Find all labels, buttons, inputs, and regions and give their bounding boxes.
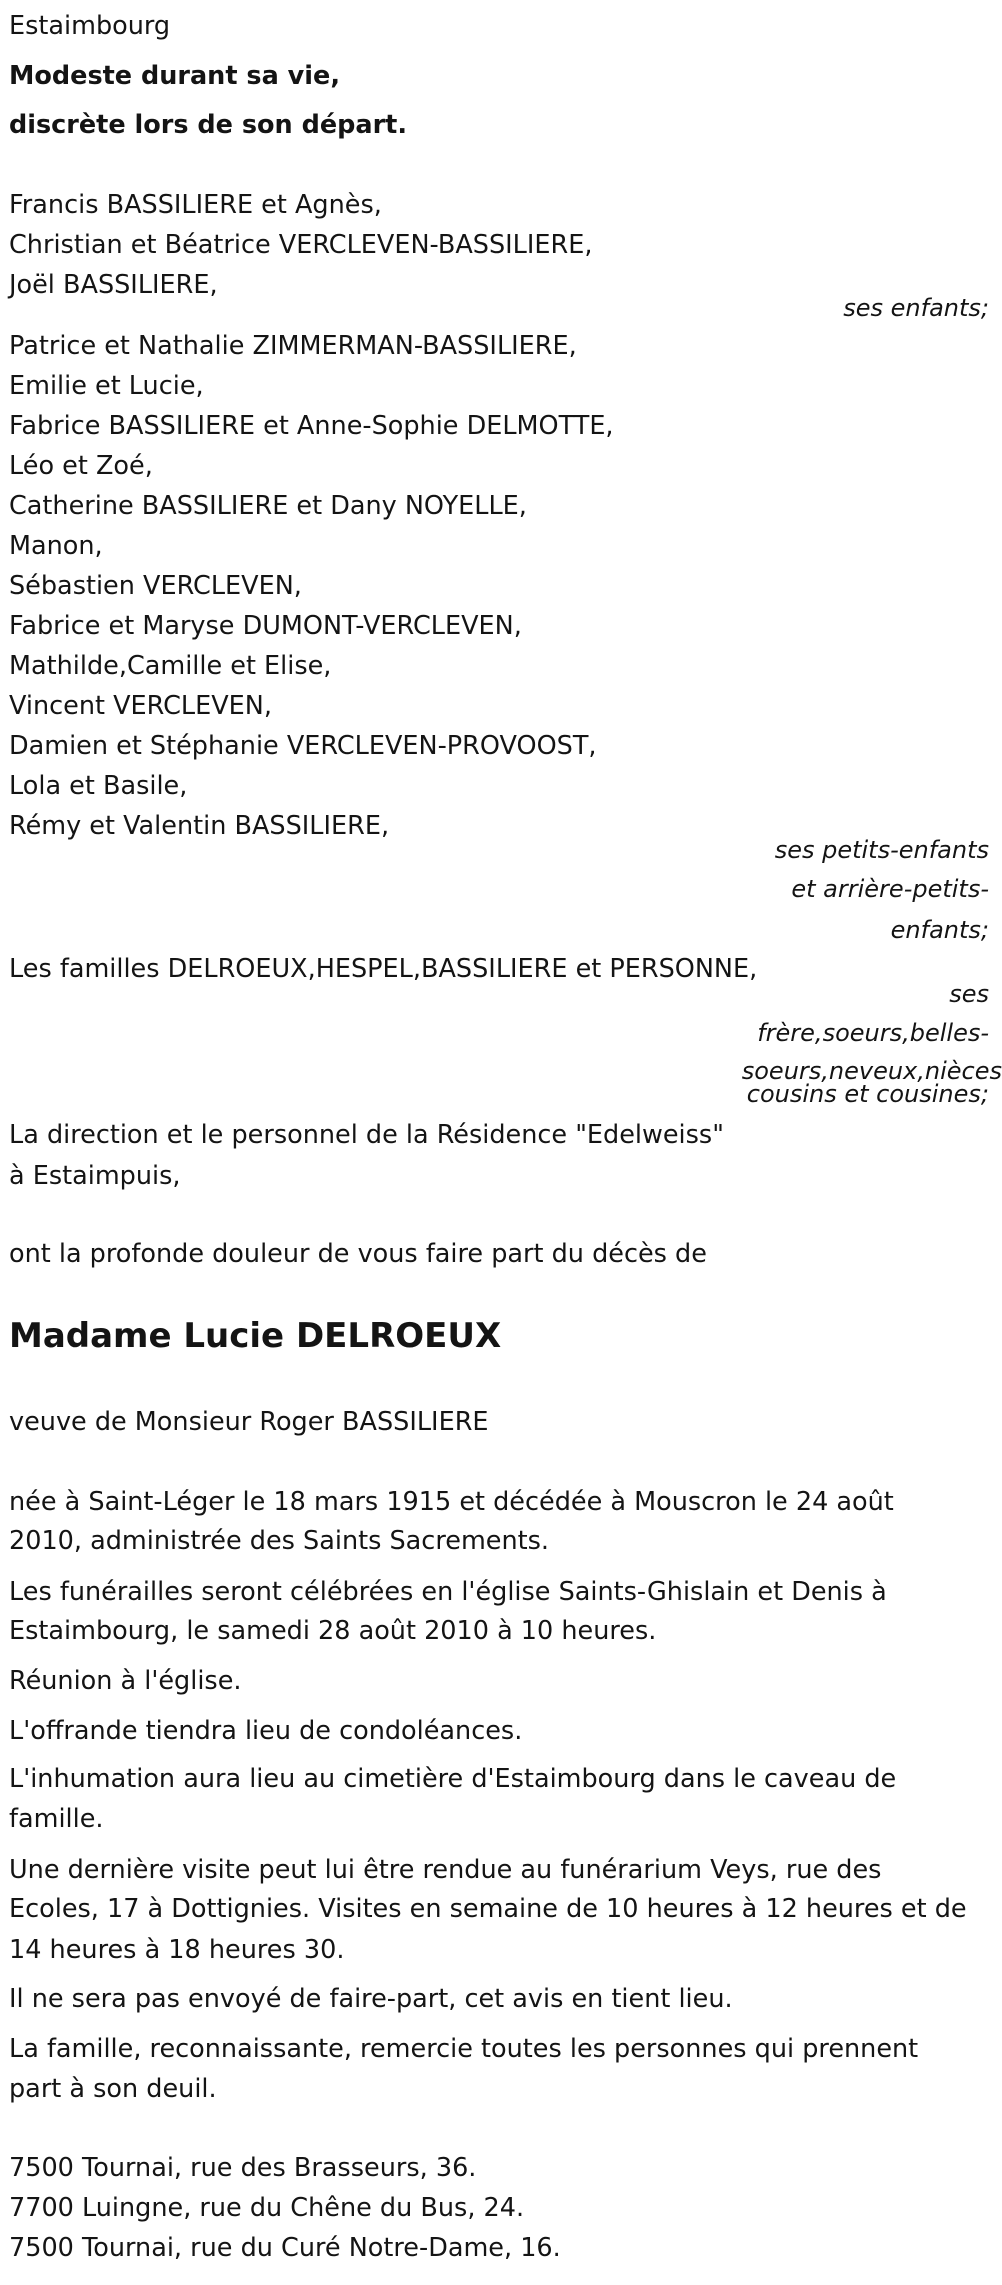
location: Estaimbourg (9, 11, 171, 41)
families-relation: soeurs,neveux,nièces (741, 1057, 1002, 1085)
child-name: Francis BASSILIERE et Agnès, (9, 190, 382, 220)
paragraph-line: Réunion à l'église. (9, 1666, 242, 1696)
motto-line: discrète lors de son départ. (9, 110, 408, 140)
paragraph-line: part à son deuil. (9, 2074, 217, 2104)
grandchild-name: Léo et Zoé, (9, 451, 153, 481)
paragraph-line: née à Saint-Léger le 18 mars 1915 et décédée à Mouscron le 24 août (9, 1487, 894, 1517)
paragraph-line: famille. (9, 1804, 104, 1834)
children-relation: ses enfants; (843, 294, 989, 322)
paragraph-line: Il ne sera pas envoyé de faire-part, cet avis en tient lieu. (9, 1984, 733, 2014)
grandchild-name: Sébastien VERCLEVEN, (9, 571, 302, 601)
paragraph-line: Estaimbourg, le samedi 28 août 2010 à 10 heures. (9, 1616, 657, 1646)
child-name: Christian et Béatrice VERCLEVEN-BASSILIERE, (9, 230, 593, 260)
address-line: 7500 Tournai, rue des Brasseurs, 36. (9, 2153, 477, 2183)
grandchild-name: Patrice et Nathalie ZIMMERMAN-BASSILIERE, (9, 331, 577, 361)
residence-line: La direction et le personnel de la Résidence "Edelweiss" (9, 1120, 724, 1150)
grandchildren-relation: ses petits-enfants (774, 836, 989, 864)
families-relation: cousins et cousines; (746, 1080, 989, 1108)
child-name: Joël BASSILIERE, (9, 270, 218, 300)
families-relation: ses (949, 980, 989, 1008)
residence-line: à Estaimpuis, (9, 1161, 181, 1191)
grandchild-name: Manon, (9, 531, 103, 561)
grandchild-name: Fabrice BASSILIERE et Anne-Sophie DELMOTTE, (9, 411, 614, 441)
grandchild-name: Damien et Stéphanie VERCLEVEN-PROVOOST, (9, 731, 597, 761)
grandchild-name: Catherine BASSILIERE et Dany NOYELLE, (9, 491, 527, 521)
grandchild-name: Rémy et Valentin BASSILIERE, (9, 811, 390, 841)
address-line: 7700 Luingne, rue du Chêne du Bus, 24. (9, 2193, 525, 2223)
paragraph-line: Une dernière visite peut lui être rendue au funérarium Veys, rue des (9, 1855, 882, 1885)
grandchildren-relation: et arrière-petits- (791, 875, 989, 903)
grandchild-name: Emilie et Lucie, (9, 371, 204, 401)
deceased-name: Madame Lucie DELROEUX (9, 1316, 502, 1356)
address-line: 7500 Tournai, rue du Curé Notre-Dame, 16. (9, 2233, 561, 2263)
paragraph-line: 14 heures à 18 heures 30. (9, 1935, 345, 1965)
paragraph-line: Ecoles, 17 à Dottignies. Visites en semaine de 10 heures à 12 heures et de (9, 1894, 967, 1924)
paragraph-line: L'inhumation aura lieu au cimetière d'Estaimbourg dans le caveau de (9, 1764, 897, 1794)
paragraph-line: 2010, administrée des Saints Sacrements. (9, 1526, 550, 1556)
grandchild-name: Mathilde,Camille et Elise, (9, 651, 332, 681)
paragraph-line: La famille, reconnaissante, remercie toutes les personnes qui prennent (9, 2034, 919, 2064)
paragraph-line: L'offrande tiendra lieu de condoléances. (9, 1716, 523, 1746)
paragraph-line: Les funérailles seront célébrées en l'église Saints-Ghislain et Denis à (9, 1577, 887, 1607)
motto-line: Modeste durant sa vie, (9, 61, 341, 91)
families-relation: frère,soeurs,belles- (757, 1019, 989, 1047)
widow-of: veuve de Monsieur Roger BASSILIERE (9, 1407, 489, 1437)
grandchild-name: Lola et Basile, (9, 771, 188, 801)
announcement: ont la profonde douleur de vous faire part du décès de (9, 1239, 707, 1269)
grandchild-name: Vincent VERCLEVEN, (9, 691, 272, 721)
families-names: Les familles DELROEUX,HESPEL,BASSILIERE et PERSONNE, (9, 954, 758, 984)
grandchild-name: Fabrice et Maryse DUMONT-VERCLEVEN, (9, 611, 522, 641)
grandchildren-relation: enfants; (890, 916, 989, 944)
